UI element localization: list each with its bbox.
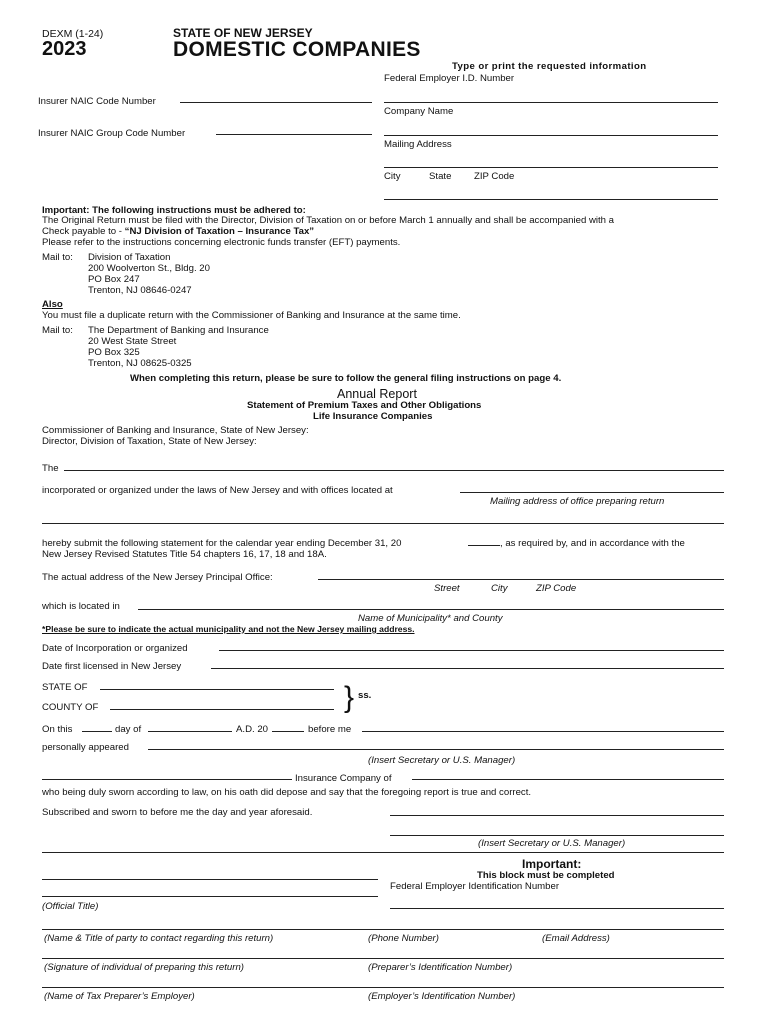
municipality-caption: Name of Municipality* and County — [358, 613, 503, 624]
check-payable — [42, 226, 314, 237]
dobi-address-line: 20 West State Street — [88, 336, 177, 347]
check-prefix: Check payable to - — [42, 226, 125, 237]
personally-label: personally appeared — [42, 742, 129, 753]
insurance-company-field[interactable] — [412, 779, 724, 780]
date-incorporation-field[interactable] — [219, 650, 724, 651]
insert-secretary-caption-2: (Insert Secretary or U.S. Manager) — [478, 838, 626, 849]
ad-label: A.D. 20 — [236, 724, 268, 735]
street-caption: Street — [434, 583, 460, 594]
dobi-address-line: PO Box 325 — [88, 347, 140, 358]
fein-footer-field[interactable] — [390, 908, 724, 909]
principal-office-label: The actual address of the New Jersey Principal Office: — [42, 572, 273, 583]
date-licensed-label: Date first licensed in New Jersey — [42, 661, 182, 672]
official-title-caption: (Official Title) — [42, 901, 99, 912]
important-heading: Important: — [522, 857, 582, 871]
statutes-text: New Jersey Revised Statutes Title 54 chapters 16, 17, 18 and 18A. — [42, 549, 327, 560]
date-licensed-field[interactable] — [211, 668, 724, 669]
type-print-note: Type or print the requested information — [452, 61, 647, 72]
municipality-note: *Please be sure to indicate the actual municipality and not the New Jersey mailing address. — [42, 624, 415, 634]
city-label: City — [384, 171, 401, 182]
contact-caption: (Name & Title of party to contact regarding this return) — [44, 933, 274, 944]
insert-secretary-caption: (Insert Secretary or U.S. Manager) — [368, 755, 516, 766]
sworn-statement: who being duly sworn according to law, on his oath did depose and say that the foregoing report is true and correct. — [42, 787, 532, 798]
mail-to-label-2: Mail to: — [42, 325, 73, 336]
incorporated-label: incorporated or organized under the laws of New Jersey and with offices located at — [42, 485, 393, 496]
county-of-label: COUNTY OF — [42, 702, 99, 713]
office-location-field[interactable] — [460, 492, 724, 493]
report-subtitle-2: Life Insurance Companies — [313, 411, 433, 422]
date-incorporation-label: Date of Incorporation or organized — [42, 643, 188, 654]
office-address-field[interactable] — [42, 523, 724, 524]
dobi-address-line: Trenton, NJ 08625-0325 — [88, 358, 192, 369]
taxation-address-line: PO Box 247 — [88, 274, 140, 285]
general-instructions-note: When completing this return, please be sure to follow the general filing instructions on page 4. — [130, 373, 562, 384]
fein-footer-label: Federal Employer Identification Number — [390, 881, 560, 892]
before-me-label: before me — [308, 724, 352, 735]
check-payee: “NJ Division of Taxation – Insurance Tax” — [124, 226, 315, 237]
email-caption: (Email Address) — [542, 933, 610, 944]
day-of-label: day of — [115, 724, 142, 735]
form-year: 2023 — [42, 38, 87, 60]
day-field[interactable] — [82, 731, 112, 732]
fein-label: Federal Employer I.D. Number — [384, 73, 515, 84]
taxation-address-line: Trenton, NJ 08646-0247 — [88, 285, 192, 296]
located-in-label: which is located in — [42, 601, 120, 612]
naic-group-field[interactable] — [216, 134, 372, 135]
addressee-2: Director, Division of Taxation, State of New Jersey: — [42, 436, 257, 447]
company-name-oath-field[interactable] — [42, 779, 292, 780]
employer-field[interactable] — [42, 987, 724, 988]
insurance-company-of-label: Insurance Company of — [295, 773, 392, 784]
naic-group-label: Insurer NAIC Group Code Number — [38, 128, 186, 139]
instructions-heading: Important: The following instructions must be adhered to: — [42, 205, 306, 216]
addressee-1: Commissioner of Banking and Insurance, State of New Jersey: — [42, 425, 309, 436]
company-name-label: Company Name — [384, 106, 454, 117]
secretary-signature-field[interactable] — [390, 835, 724, 836]
city-state-zip-field[interactable] — [384, 167, 718, 168]
naic-code-field[interactable] — [180, 102, 372, 103]
report-subtitle: Statement of Premium Taxes and Other Obligations — [247, 400, 482, 411]
the-label: The — [42, 463, 59, 474]
year-field[interactable] — [468, 545, 500, 546]
zip-caption: ZIP Code — [536, 583, 577, 594]
principal-office-field[interactable] — [318, 579, 724, 580]
state-of-label: STATE OF — [42, 682, 88, 693]
taxation-address-line: 200 Woolverton St., Bldg. 20 — [88, 263, 210, 274]
personally-field[interactable] — [148, 749, 724, 750]
employer-name-caption: (Name of Tax Preparer’s Employer) — [44, 991, 195, 1002]
month-field[interactable] — [148, 731, 232, 732]
county-of-field[interactable] — [110, 709, 334, 710]
ss-label: ss. — [358, 690, 372, 701]
state-of-field[interactable] — [100, 689, 334, 690]
preparer-signature-caption: (Signature of individual of preparing this return) — [44, 962, 244, 973]
duplicate-note: You must file a duplicate return with the Commissioner of Banking and Insurance at the same time. — [42, 310, 461, 321]
state-heading: STATE OF NEW JERSEY — [173, 26, 313, 40]
form-code: DEXM (1-24) — [42, 28, 104, 40]
state-label: State — [429, 171, 452, 182]
instructions-line1: The Original Return must be filed with the Director, Division of Taxation on or before March 1 annually and shall be accompanied with a — [42, 215, 615, 226]
also-heading: Also — [42, 299, 63, 310]
on-this-label: On this — [42, 724, 73, 735]
subscribed-statement: Subscribed and sworn to before me the day and year aforesaid. — [42, 807, 313, 818]
taxation-address-line: Division of Taxation — [88, 252, 171, 263]
naic-code-label: Insurer NAIC Code Number — [38, 96, 156, 107]
brace-icon: } — [344, 681, 355, 714]
company-field[interactable] — [64, 470, 724, 471]
preparer-id-caption: (Preparer’s Identification Number) — [368, 962, 513, 973]
notary-field[interactable] — [390, 815, 724, 816]
mailing-address-label: Mailing Address — [384, 139, 452, 150]
mailing-address-field[interactable] — [384, 135, 718, 136]
report-title: Annual Report — [337, 387, 417, 401]
block-required-note: This block must be completed — [477, 870, 615, 881]
preparer-signature-field[interactable] — [42, 958, 724, 959]
mail-to-label: Mail to: — [42, 252, 73, 263]
zip-label: ZIP Code — [474, 171, 515, 182]
company-name-field[interactable] — [384, 102, 718, 103]
hereby-text-2: , as required by, and in accordance with the — [500, 538, 685, 549]
mailing-office-caption: Mailing address of office preparing return — [490, 496, 665, 507]
dobi-address-line: The Department of Banking and Insurance — [88, 325, 269, 336]
city-caption: City — [491, 583, 508, 594]
divider — [42, 852, 724, 853]
municipality-field[interactable] — [138, 609, 724, 610]
eft-note: Please refer to the instructions concerning electronic funds transfer (EFT) payments. — [42, 237, 401, 248]
oath-year-field[interactable] — [272, 731, 304, 732]
employer-id-caption: (Employer’s Identification Number) — [368, 991, 516, 1002]
contact-field[interactable] — [42, 929, 724, 930]
official-title-field[interactable] — [42, 896, 378, 897]
fein-field[interactable] — [384, 199, 718, 200]
signature-field[interactable] — [42, 879, 378, 880]
before-me-field[interactable] — [362, 731, 724, 732]
phone-caption: (Phone Number) — [368, 933, 439, 944]
hereby-text: hereby submit the following statement for the calendar year ending December 31, 20 — [42, 538, 402, 549]
page-title: DOMESTIC COMPANIES — [173, 38, 421, 61]
